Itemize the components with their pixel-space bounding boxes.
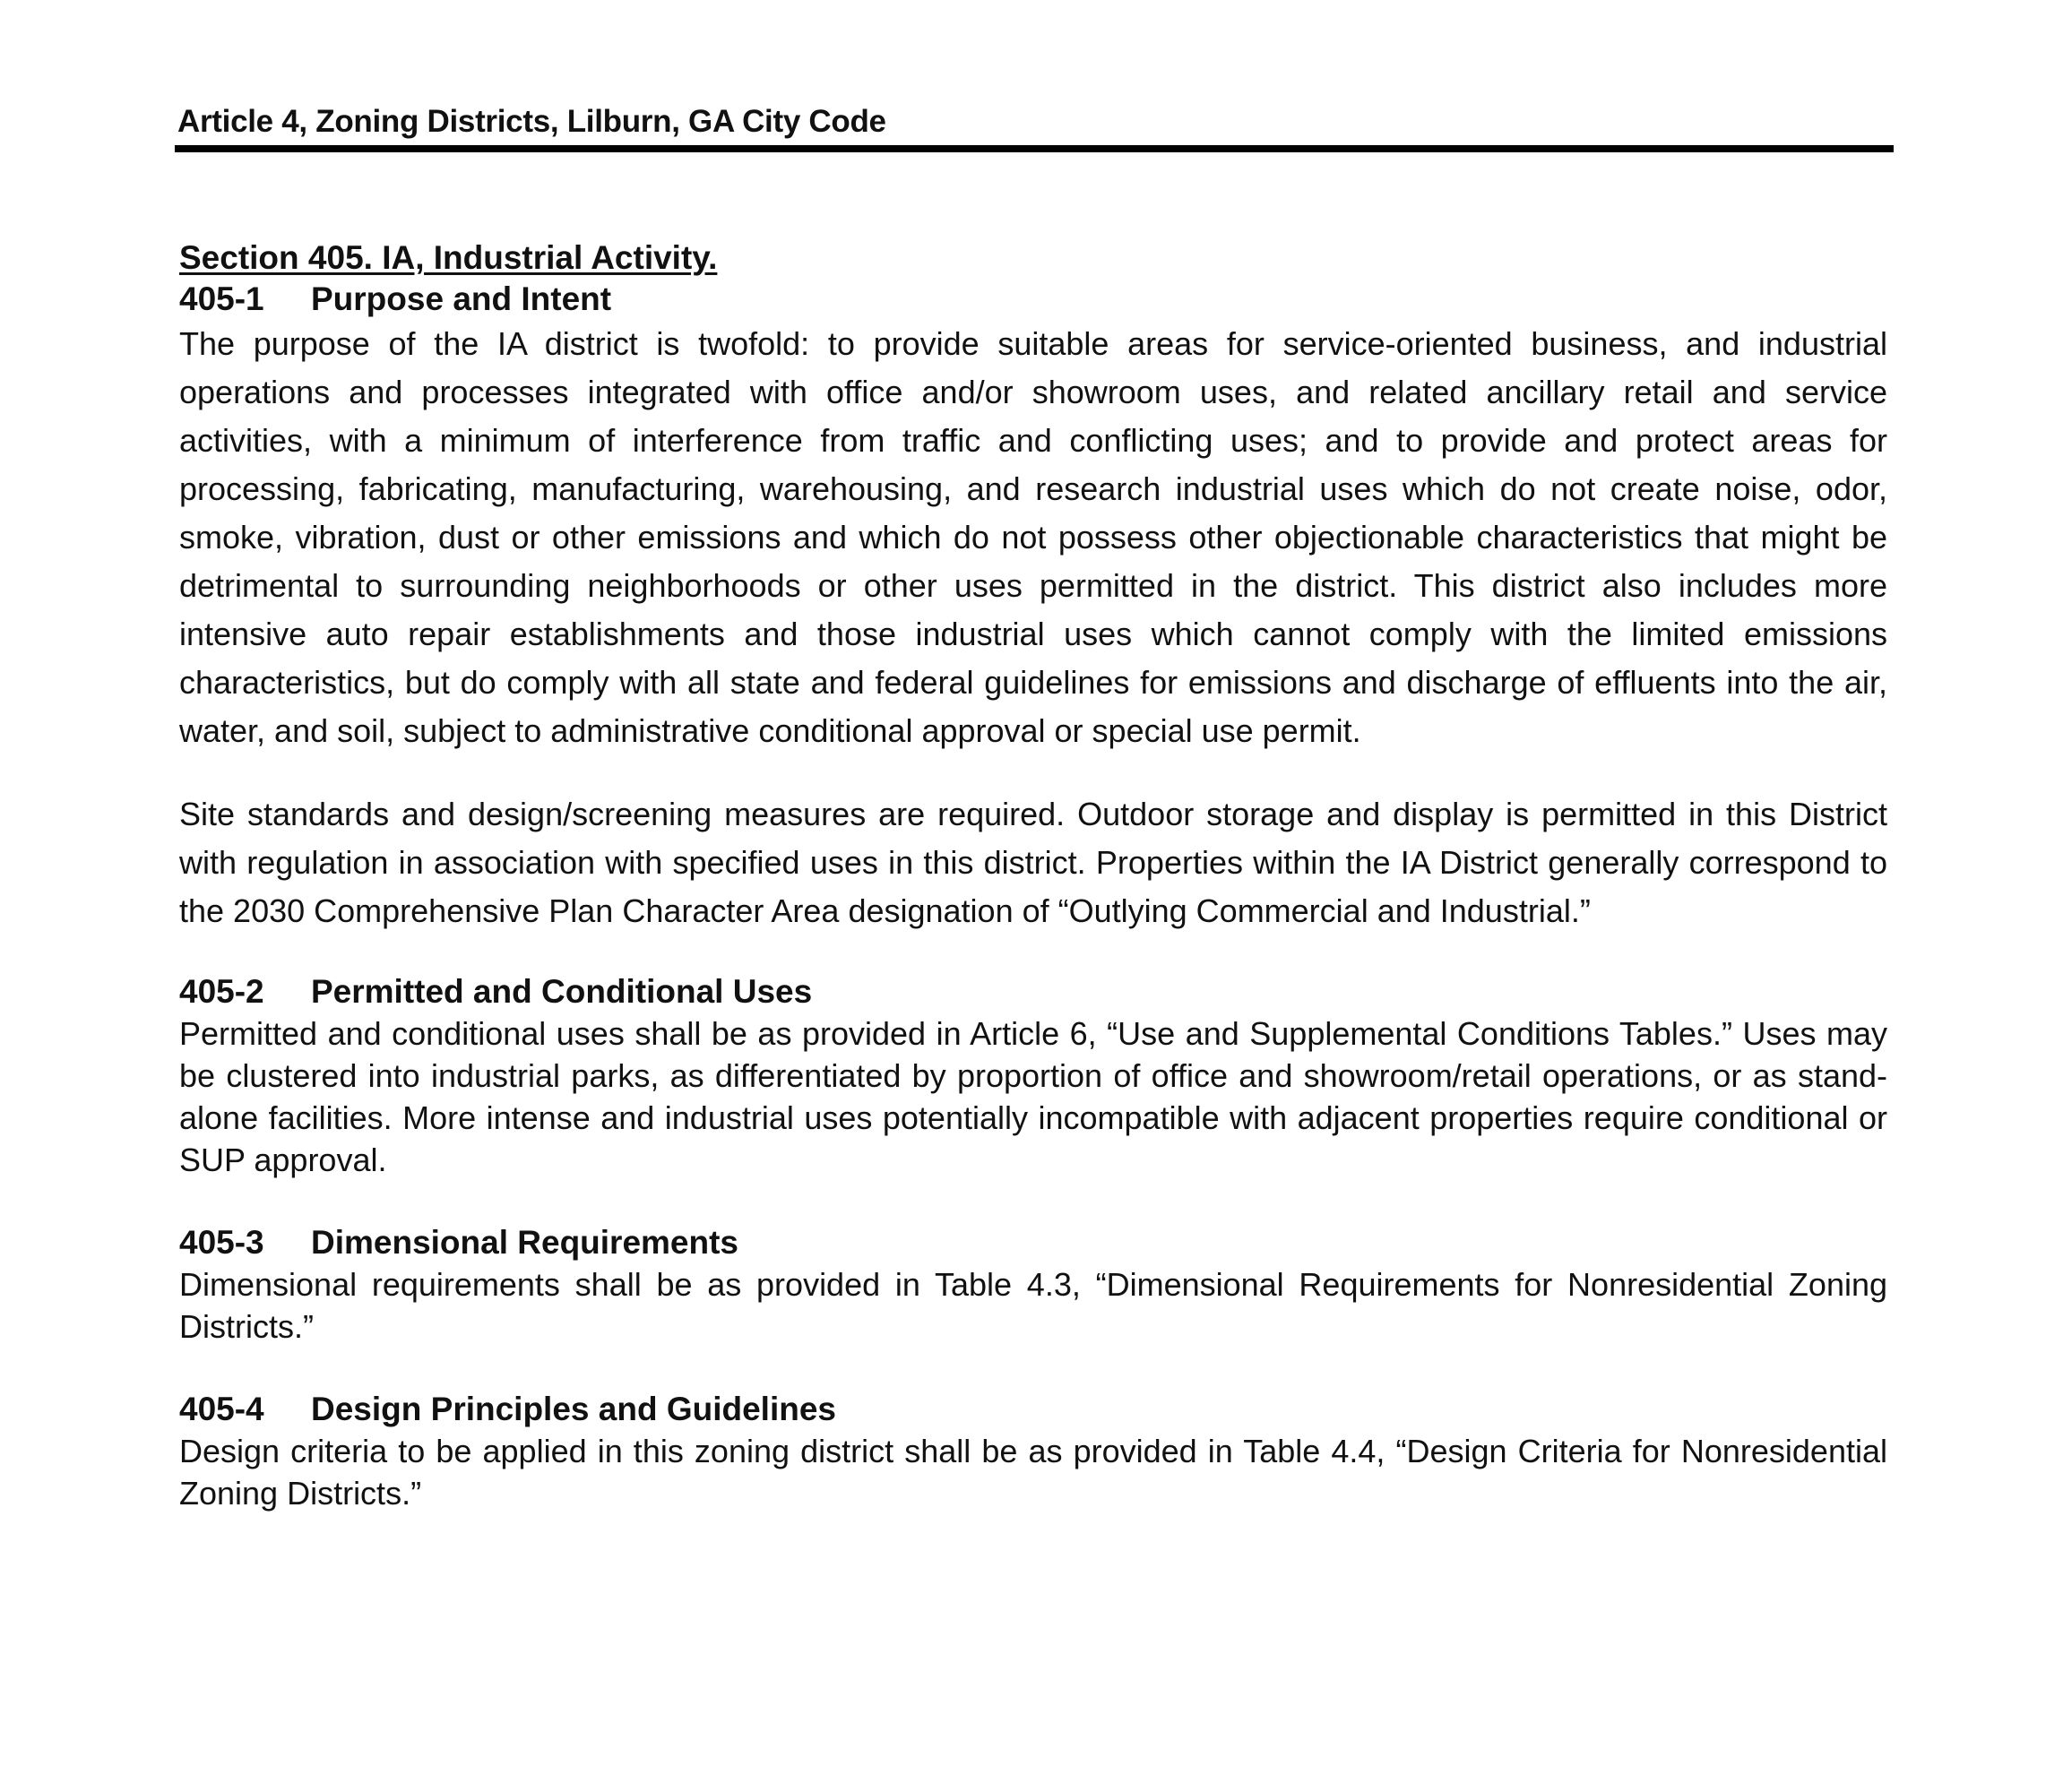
subsection-number: 405-4 [179, 1391, 264, 1427]
subsection-heading-405-4 [179, 1389, 1887, 1430]
subsection-title: Dimensional Requirements [311, 1224, 739, 1261]
subsection-number: 405-3 [179, 1224, 264, 1261]
design-principles-paragraph: Design criteria to be applied in this zoning district shall be as provided in Table 4.4, “Design Criteria for Nonresidential Zoning Districts.” [179, 1433, 1887, 1512]
subsection-heading-405-2 [179, 971, 1887, 1012]
subsection-title: Design Principles and Guidelines [311, 1391, 836, 1427]
dimensional-requirements-paragraph: Dimensional requirements shall be as provided in Table 4.3, “Dimensional Requirements for Nonresidential Zoning Districts.” [179, 1266, 1887, 1345]
running-header: Article 4, Zoning Districts, Lilburn, GA City Code [177, 104, 886, 139]
purpose-paragraph: The purpose of the IA district is twofold: to provide suitable areas for service-oriented business, and industrial operations and processes integrated with office and/or showroom uses, and related ancillary retail and service activities, with a minimum of interference from traffic and conflicting uses; and to provide and protect areas for processing, fabricating, manufacturing, warehousing, and research industrial uses which do not create noise, odor, smoke, vibration, dust or other emissions and which do not possess other objectionable characteristics that might be detrimental to surrounding neighborhoods or other uses permitted in the district. This district also includes more intensive auto repair establishments and those industrial uses which cannot comply with the limited emissions characteristics, but do comply with all state and federal guidelines for emissions and discharge of effluents into the air, water, and soil, subject to administrative conditional approval or special use permit. [179, 325, 1887, 749]
header-rule [175, 145, 1894, 152]
site-standards-paragraph: Site standards and design/screening measures are required. Outdoor storage and display is permitted in this District with regulation in association with specified uses in this district. Properties within the IA District generally correspond to the 2030 Comprehensive Plan Character Area designation of “Outlying Commercial and Industrial.” [179, 796, 1887, 929]
section-content [179, 237, 1887, 1514]
permitted-uses-paragraph: Permitted and conditional uses shall be as provided in Article 6, “Use and Supplemental Conditions Tables.” Uses may be clustered into industrial parks, as differentiated by proportion of office and showroom/retail operations, or as stand-alone facilities. More intense and industrial uses potentially incompatible with adjacent properties require conditional or SUP approval. [179, 1015, 1887, 1178]
subsection-heading-405-3 [179, 1222, 1887, 1263]
subsection-title: Purpose and Intent [311, 280, 612, 317]
subsection-heading-405-1 [179, 279, 1887, 320]
section-title: Section 405. IA, Industrial Activity. [179, 239, 718, 276]
subsection-number: 405-1 [179, 280, 264, 317]
subsection-title: Permitted and Conditional Uses [311, 973, 813, 1010]
subsection-number: 405-2 [179, 973, 264, 1010]
